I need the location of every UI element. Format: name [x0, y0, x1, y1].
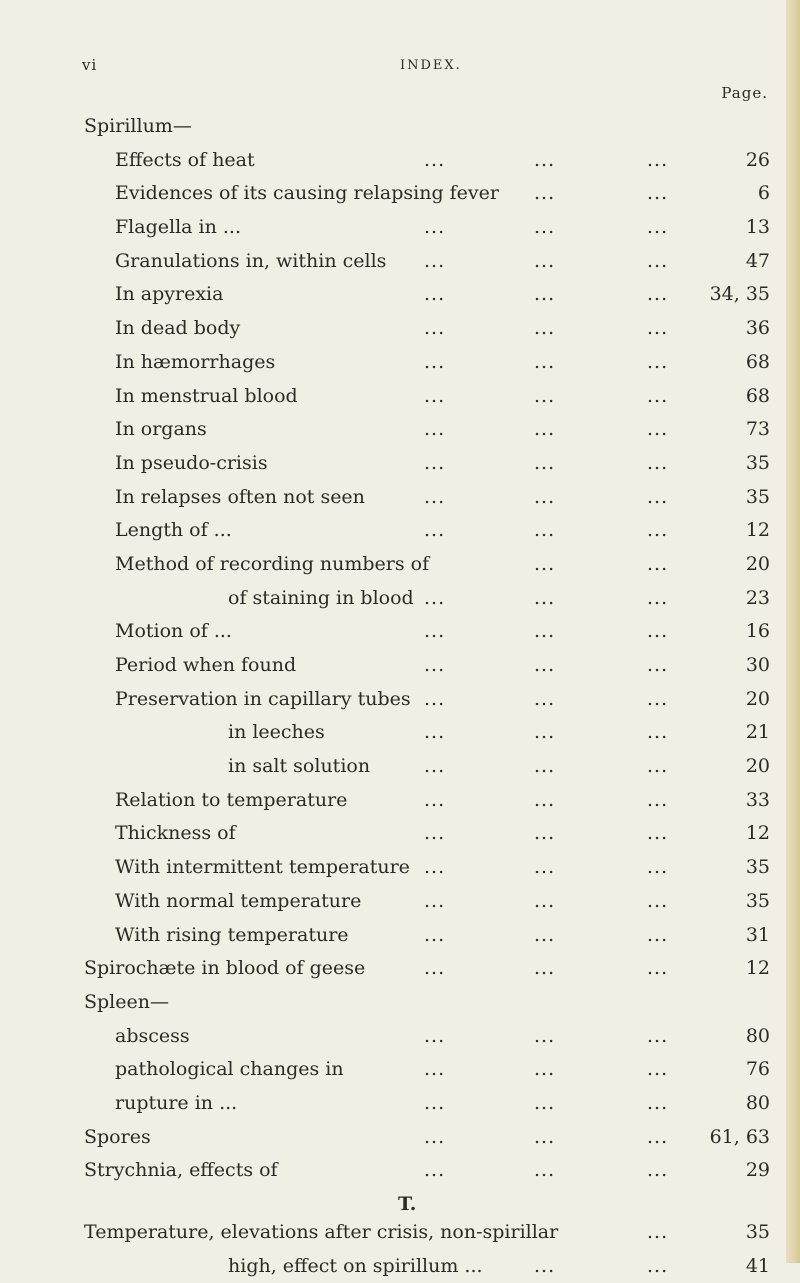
leader-dots: ...: [534, 1254, 556, 1277]
entry-label: With intermittent temperature: [115, 856, 410, 879]
entry-label: Spirochæte in blood of geese: [84, 957, 366, 980]
index-entry: [0, 278, 800, 312]
index-entry: [0, 481, 800, 515]
leader-dots: ...: [424, 148, 446, 171]
entry-label: Method of recording numbers of: [115, 552, 430, 575]
leader-dots: ...: [424, 889, 446, 912]
leader-dots: ...: [424, 1024, 446, 1047]
leader-dots: ...: [534, 485, 556, 508]
leader-dots: ...: [647, 687, 669, 710]
entry-page: 80: [745, 1024, 770, 1047]
entry-page: 26: [745, 148, 770, 171]
entry-label: Strychnia, effects of: [84, 1159, 278, 1182]
page-folio: vi: [82, 56, 98, 74]
leader-dots: ...: [647, 1254, 669, 1277]
leader-dots: ...: [424, 654, 446, 676]
index-entry: [0, 615, 800, 649]
leader-dots: ...: [534, 620, 556, 643]
leader-dots: ...: [424, 586, 446, 609]
entry-page: 41: [745, 1254, 770, 1277]
leader-dots: ...: [424, 687, 446, 710]
entry-page: 36: [745, 317, 770, 340]
leader-dots: ...: [424, 1125, 446, 1148]
entry-page: 6: [757, 182, 770, 205]
entry-page: 35: [745, 1221, 770, 1243]
leader-dots: ...: [534, 216, 556, 239]
leader-dots: ...: [534, 788, 556, 811]
leader-dots: ...: [534, 822, 556, 845]
index-entry: [0, 1053, 800, 1087]
page-column-label: Page.: [721, 84, 768, 102]
index-entry: [0, 380, 800, 414]
entry-label: in leeches: [228, 721, 325, 744]
section-letter-text: T.: [398, 1193, 417, 1215]
index-entry: [0, 548, 800, 582]
index-entry: [0, 110, 800, 144]
leader-dots: ...: [647, 856, 669, 879]
entry-page: 12: [745, 519, 770, 542]
entry-page: 12: [745, 822, 770, 845]
leader-dots: ...: [534, 889, 556, 912]
index-entry: [0, 1087, 800, 1121]
entry-page: 35: [745, 451, 770, 474]
entry-label: Spirillum—: [84, 115, 192, 137]
index-entry: [0, 683, 800, 717]
index-entry: [0, 312, 800, 346]
entry-page: 76: [745, 1058, 770, 1081]
leader-dots: ...: [647, 788, 669, 811]
leader-dots: ...: [647, 216, 669, 239]
entry-page: 73: [745, 418, 770, 441]
leader-dots: ...: [424, 485, 446, 508]
leader-dots: ...: [424, 350, 446, 373]
leader-dots: ...: [424, 957, 446, 980]
index-entry: [0, 177, 800, 211]
leader-dots: ...: [647, 1125, 669, 1148]
leader-dots: ...: [424, 1159, 446, 1182]
entry-label: With normal temperature: [115, 889, 362, 912]
leader-dots: ...: [534, 283, 556, 306]
index-entry: [0, 919, 800, 953]
index-entry: [0, 346, 800, 380]
leader-dots: ...: [424, 451, 446, 474]
leader-dots: ...: [424, 418, 446, 441]
leader-dots: ...: [534, 519, 556, 542]
entry-page: 13: [745, 216, 770, 239]
entry-label: Evidences of its causing relapsing fever: [115, 182, 499, 205]
entry-page: 33: [745, 788, 770, 811]
leader-dots: ...: [647, 317, 669, 340]
leader-dots: ...: [534, 1058, 556, 1081]
index-entry: [0, 1250, 800, 1283]
entry-page: 29: [745, 1159, 770, 1182]
leader-dots: ...: [534, 451, 556, 474]
entry-label: In relapses often not seen: [115, 485, 365, 508]
entry-label: Temperature, elevations after crisis, non-spirillar: [84, 1221, 559, 1243]
leader-dots: ...: [647, 822, 669, 845]
leader-dots: ...: [647, 552, 669, 575]
entry-label: In menstrual blood: [115, 384, 298, 407]
leader-dots: ...: [647, 350, 669, 373]
leader-dots: ...: [647, 249, 669, 272]
leader-dots: ...: [647, 1159, 669, 1182]
index-entry: [0, 1154, 800, 1188]
entry-label: Length of ...: [115, 519, 232, 542]
leader-dots: ...: [534, 721, 556, 744]
leader-dots: ...: [424, 822, 446, 845]
entry-page: 21: [745, 721, 770, 744]
index-entry: [0, 885, 800, 919]
entry-page: 16: [745, 620, 770, 643]
entry-label: abscess: [115, 1024, 190, 1047]
entry-page: 20: [745, 552, 770, 575]
index-entry: [0, 952, 800, 986]
index-entry: [0, 514, 800, 548]
index-entry: [0, 784, 800, 818]
leader-dots: ...: [534, 317, 556, 340]
section-letter: [0, 1188, 800, 1216]
index-entry: [0, 1020, 800, 1054]
leader-dots: ...: [647, 620, 669, 643]
running-head: [82, 56, 722, 82]
entry-label: in salt solution: [228, 755, 371, 778]
entry-page: 35: [745, 856, 770, 879]
entry-label: Thickness of: [115, 822, 236, 845]
leader-dots: ...: [424, 519, 446, 542]
leader-dots: ...: [647, 1091, 669, 1114]
leader-dots: ...: [534, 1091, 556, 1114]
leader-dots: ...: [647, 755, 669, 778]
entry-page: 20: [745, 755, 770, 778]
index-title: INDEX.: [400, 58, 462, 73]
entry-page: 20: [745, 687, 770, 710]
leader-dots: ...: [647, 721, 669, 744]
entry-page: 47: [745, 249, 770, 272]
entry-label: Effects of heat: [115, 148, 255, 171]
entry-label: high, effect on spirillum ...: [228, 1254, 483, 1277]
leader-dots: ...: [424, 1091, 446, 1114]
entry-label: In pseudo-crisis: [115, 451, 268, 474]
entry-page: 80: [745, 1091, 770, 1114]
leader-dots: ...: [534, 755, 556, 778]
entry-label: of staining in blood: [228, 586, 414, 609]
leader-dots: ...: [424, 856, 446, 879]
leader-dots: ...: [647, 148, 669, 171]
leader-dots: ...: [647, 923, 669, 946]
index-entry: [0, 1216, 800, 1250]
leader-dots: ...: [647, 654, 669, 676]
index-entry: [0, 447, 800, 481]
leader-dots: ...: [534, 1125, 556, 1148]
leader-dots: ...: [647, 182, 669, 205]
entry-label: In hæmorrhages: [115, 350, 276, 373]
leader-dots: ...: [534, 654, 556, 676]
index-entry: [0, 1121, 800, 1155]
leader-dots: ...: [534, 923, 556, 946]
entry-label: In apyrexia: [115, 283, 224, 306]
entry-label: Flagella in ...: [115, 216, 241, 239]
leader-dots: ...: [647, 485, 669, 508]
leader-dots: ...: [534, 552, 556, 575]
index-entry: [0, 211, 800, 245]
entry-label: Preservation in capillary tubes: [115, 687, 411, 710]
index-entry: [0, 986, 800, 1020]
leader-dots: ...: [534, 957, 556, 980]
index-entry: [0, 750, 800, 784]
index-entry: [0, 851, 800, 885]
leader-dots: ...: [424, 721, 446, 744]
leader-dots: ...: [424, 755, 446, 778]
leader-dots: ...: [424, 283, 446, 306]
leader-dots: ...: [424, 384, 446, 407]
leader-dots: ...: [647, 1058, 669, 1081]
leader-dots: ...: [424, 788, 446, 811]
entry-label: Relation to temperature: [115, 788, 348, 811]
leader-dots: ...: [647, 283, 669, 306]
leader-dots: ...: [534, 148, 556, 171]
leader-dots: ...: [647, 1221, 669, 1243]
leader-dots: ...: [647, 1024, 669, 1047]
index-entry: [0, 144, 800, 178]
leader-dots: ...: [647, 586, 669, 609]
entry-label: With rising temperature: [115, 923, 349, 946]
entry-label: Period when found: [115, 654, 297, 676]
entry-page: 35: [745, 485, 770, 508]
index-entry: [0, 817, 800, 851]
entry-page: 30: [745, 654, 770, 676]
index-entry: [0, 413, 800, 447]
leader-dots: ...: [534, 384, 556, 407]
entry-page: 23: [745, 586, 770, 609]
leader-dots: ...: [647, 889, 669, 912]
entry-label: Spleen—: [84, 990, 169, 1013]
index-entry: [0, 582, 800, 616]
entry-label: Motion of ...: [115, 620, 232, 643]
leader-dots: ...: [534, 1024, 556, 1047]
entry-page: 31: [745, 923, 770, 946]
entry-page: 34, 35: [709, 283, 770, 306]
entry-page: 61, 63: [709, 1125, 770, 1148]
index-entry: [0, 716, 800, 750]
entry-label: pathological changes in: [115, 1058, 344, 1081]
leader-dots: ...: [534, 586, 556, 609]
leader-dots: ...: [534, 249, 556, 272]
leader-dots: ...: [534, 687, 556, 710]
leader-dots: ...: [534, 856, 556, 879]
entry-label: Granulations in, within cells: [115, 249, 387, 272]
entry-label: In dead body: [115, 317, 241, 340]
leader-dots: ...: [534, 350, 556, 373]
leader-dots: ...: [647, 519, 669, 542]
leader-dots: ...: [647, 384, 669, 407]
entry-label: In organs: [115, 418, 207, 441]
index-entry: [0, 649, 800, 683]
index-entries: [0, 110, 800, 1283]
entry-page: 68: [745, 350, 770, 373]
leader-dots: ...: [424, 923, 446, 946]
leader-dots: ...: [424, 317, 446, 340]
leader-dots: ...: [424, 216, 446, 239]
leader-dots: ...: [534, 182, 556, 205]
index-entry: [0, 245, 800, 279]
entry-label: Spores: [84, 1125, 151, 1148]
leader-dots: ...: [534, 1159, 556, 1182]
leader-dots: ...: [647, 957, 669, 980]
entry-page: 35: [745, 889, 770, 912]
leader-dots: ...: [424, 620, 446, 643]
leader-dots: ...: [424, 249, 446, 272]
leader-dots: ...: [534, 418, 556, 441]
entry-page: 12: [745, 957, 770, 980]
entry-label: rupture in ...: [115, 1091, 238, 1114]
leader-dots: ...: [424, 1058, 446, 1081]
leader-dots: ...: [647, 418, 669, 441]
leader-dots: ...: [647, 451, 669, 474]
entry-page: 68: [745, 384, 770, 407]
